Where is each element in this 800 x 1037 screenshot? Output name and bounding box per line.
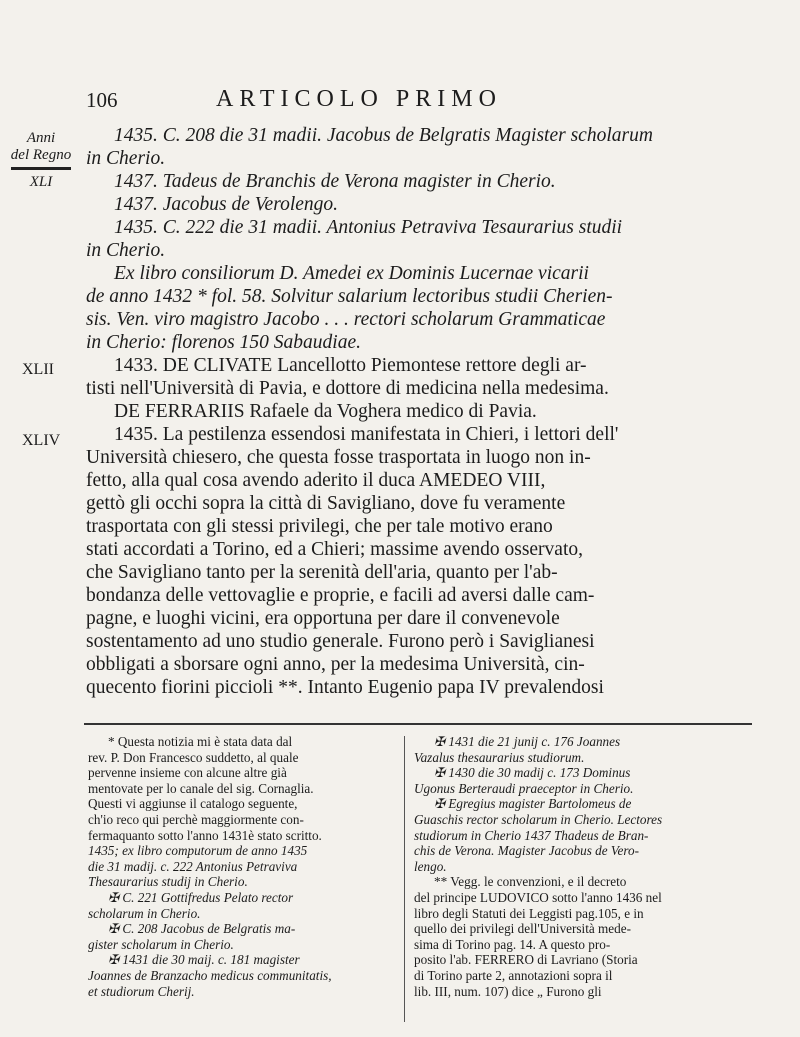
footnote-line: Vazalus thesaurarius studiorum.	[414, 749, 585, 765]
margin-number-xlii: XLII	[22, 361, 54, 378]
text-line: trasportata con gli stessi privilegi, che per tale motivo erano	[86, 516, 553, 537]
footnote-line: die 31 madij. c. 222 Antonius Petraviva	[88, 858, 298, 874]
text-line: quecento fiorini piccioli **. Intanto Eugenio papa IV prevalendosi	[86, 677, 604, 698]
text-line: gettò gli occhi sopra la città di Savigliano, dove fu veramente	[86, 493, 566, 514]
text-line: DE FERRARIIS Rafaele da Voghera medico di Pavia.	[114, 401, 537, 422]
text-line: in Cherio: florenos 150 Sabaudiae.	[86, 332, 361, 353]
margin-number-xliv: XLIV	[22, 432, 61, 449]
footnote-line: * Questa notizia mi è stata data dal	[108, 734, 293, 749]
footnote-line: mentovate per lo canale del sig. Cornaglia.	[88, 780, 314, 796]
footnote-line: del principe LUDOVICO sotto l'anno 1436 nel	[414, 889, 662, 905]
text-line: de anno 1432 * fol. 58. Solvitur salarium lectoribus studii Cherien-	[86, 286, 613, 307]
footnote-column-divider	[404, 736, 405, 1022]
text-line: sis. Ven. viro magistro Jacobo . . . rectori scholarum Grammaticae	[86, 309, 606, 330]
margin-anni-label	[8, 130, 74, 191]
footnote-line: lib. III, num. 107) dice „ Furono gli	[414, 983, 602, 999]
margin-rule	[11, 167, 71, 170]
footnote-line: ✠ Egregius magister Bartolomeus de	[434, 796, 632, 812]
footnote-line: Questi vi aggiunse il catalogo seguente,	[88, 796, 298, 812]
text-line: fetto, alla qual cosa avendo aderito il duca AMEDEO VIII,	[86, 470, 546, 491]
footnote-line: Ugonus Berteraudi praeceptor in Cherio.	[414, 780, 634, 796]
footnote-line: fermaquanto sotto l'anno 1431è stato scritto.	[88, 827, 322, 843]
text-line: 1437. Tadeus de Branchis de Verona magister in Cherio.	[114, 171, 556, 192]
footnote-line: Thesaurarius studij in Cherio.	[88, 874, 248, 890]
footnote-line: rev. P. Don Francesco suddetto, al quale	[88, 749, 299, 765]
page-header	[86, 86, 746, 116]
text-line: 1433. DE CLIVATE Lancellotto Piemontese rettore degli ar-	[114, 355, 587, 376]
footnote-line: ch'io reco qui perchè maggiormente con-	[88, 811, 304, 827]
footnote-line: sima di Torino pag. 14. A questo pro-	[414, 936, 611, 952]
text-line: Ex libro consiliorum D. Amedei ex Dominis Lucernae vicarii	[114, 263, 589, 284]
text-line: stati accordati a Torino, ed a Chieri; massime avendo osservato,	[86, 539, 584, 560]
text-line: in Cherio.	[86, 148, 166, 169]
main-text-block	[86, 124, 756, 699]
text-line: 1435. La pestilenza essendosi manifestata in Chieri, i lettori dell'	[114, 424, 619, 445]
footnote-line: Guaschis rector scholarum in Cherio. Lectores	[414, 811, 663, 827]
footnote-line: gister scholarum in Cherio.	[88, 936, 234, 952]
footnote-line: ✠ 1431 die 21 junij c. 176 Joannes	[434, 734, 621, 749]
text-line: Università chiesero, che questa fosse trasportata in luogo non in-	[86, 447, 591, 468]
text-line: 1437. Jacobus de Verolengo.	[114, 194, 339, 215]
margin-anni-line2: del Regno	[10, 147, 72, 163]
footnote-line: ✠ C. 208 Jacobus de Belgratis ma-	[108, 921, 296, 937]
text-line: pagne, e luoghi vicini, era opportuna per dare il convenevole	[86, 608, 560, 629]
text-line: tisti nell'Università di Pavia, e dottore di medicina nella medesima.	[86, 378, 609, 399]
footnote-line: ✠ C. 221 Gottifredus Pelato rector	[108, 889, 294, 905]
footnote-line: quello dei privilegi dell'Università mede-	[414, 921, 631, 937]
footnote-line: posito l'ab. FERRERO di Lavriano (Storia	[414, 952, 638, 968]
footnote-line: libro degli Statuti dei Leggisti pag.105, e in	[414, 905, 644, 921]
text-line: sostentamento ad uno studio generale. Furono però i Saviglianesi	[86, 631, 595, 652]
text-line: 1435. C. 208 die 31 madii. Jacobus de Belgratis Magister scholarum	[114, 125, 653, 146]
footnote-line: ✠ 1431 die 30 maij. c. 181 magister	[108, 952, 300, 968]
text-line: bondanza delle vettovaglie e proprie, e facili ad aversi dalle cam-	[86, 585, 595, 606]
margin-anni-line1: Anni	[26, 130, 56, 146]
footnote-line: 1435; ex libro computorum de anno 1435	[88, 843, 308, 859]
page-number: 106	[86, 88, 118, 112]
margin-number-xli: XLI	[29, 174, 53, 190]
footnote-line: Joannes de Branzacho medicus communitatis,	[88, 967, 332, 983]
text-line: 1435. C. 222 die 31 madii. Antonius Petraviva Tesaurarius studii	[114, 217, 623, 238]
running-head: ARTICOLO PRIMO	[216, 86, 502, 112]
footnote-separator-rule	[84, 723, 752, 725]
text-line: in Cherio.	[86, 240, 166, 261]
text-line: che Savigliano tanto per la serenità dell'aria, quanto per l'ab-	[86, 562, 558, 583]
footnote-line: pervenne insieme con alcune altre già	[88, 765, 287, 781]
footnote-line: ✠ 1430 die 30 madij c. 173 Dominus	[434, 765, 631, 781]
footnotes-right-column	[414, 734, 752, 999]
footnote-line: scholarum in Cherio.	[88, 905, 201, 921]
footnote-line: lengo.	[414, 858, 447, 874]
footnote-line: et studiorum Cherij.	[88, 983, 195, 999]
footnote-line: chis de Verona. Magister Jacobus de Vero-	[414, 843, 639, 859]
footnote-line: ** Vegg. le convenzioni, e il decreto	[434, 874, 627, 890]
footnote-line: di Torino parte 2, annotazioni sopra il	[414, 967, 613, 983]
text-line: obbligati a sborsare ogni anno, per la medesima Università, cin-	[86, 654, 585, 675]
footnote-line: studiorum in Cherio 1437 Thadeus de Bran-	[414, 827, 649, 843]
footnotes-left-column	[88, 734, 394, 999]
